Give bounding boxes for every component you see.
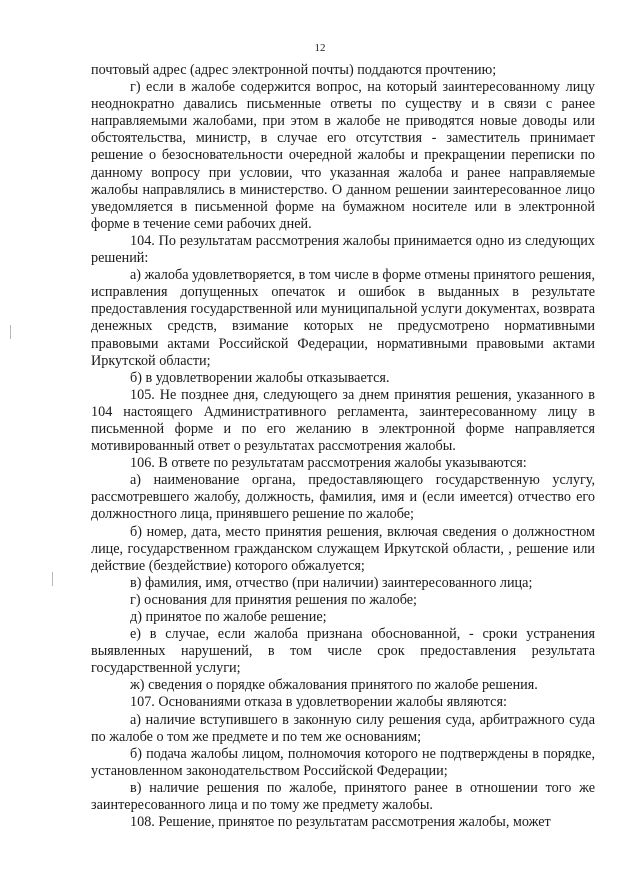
paragraph: а) наличие вступившего в законную силу решения суда, арбитражного суда по жалобе о том же предмете и по тем же основаниям;	[91, 711, 595, 745]
paragraph: б) номер, дата, место принятия решения, включая сведения о должностном лице, государственном гражданском служащем Иркутской области, , решение или действие (бездействие) которого обжалуется;	[91, 523, 595, 574]
paragraph: почтовый адрес (адрес электронной почты) поддаются прочтению;	[91, 62, 497, 78]
document-body	[91, 62, 595, 831]
paragraph: 106. В ответе по результатам рассмотрения жалобы указываются:	[130, 455, 527, 472]
margin-mark	[52, 572, 53, 586]
paragraph: 107. Основаниями отказа в удовлетворении жалобы являются:	[130, 694, 507, 711]
paragraph: г) если в жалобе содержится вопрос, на который заинтересованному лицу неоднократно давались письменные ответы по существу и в связи с ранее направляемыми жалобами, при этом в жалобе не приводятся новые доводы или обстоятельства, министр, в случае его отсутствия - заместитель принимает решение о безосновательности очередной жалобы и прекращении переписки по данному вопросу при условии, что указанная жалоба и ранее направляемые жалобы направлялись в министерство. О данном решении заинтересованное лицо уведомляется в письменной форме на бумажном носителе или в электронной форме в течение семи рабочих дней.	[91, 79, 595, 232]
page-number: 12	[314, 42, 326, 54]
paragraph: 108. Решение, принятое по результатам рассмотрения жалобы, может	[130, 814, 551, 831]
paragraph: ж) сведения о порядке обжалования принятого по жалобе решения.	[130, 677, 538, 694]
paragraph: в) наличие решения по жалобе, принятого ранее в отношении того же заинтересованного лица и по тому же предмету жалобы.	[91, 779, 595, 814]
paragraph: г) основания для принятия решения по жалобе;	[130, 591, 417, 608]
paragraph: в) фамилия, имя, отчество (при наличии) заинтересованного лица;	[130, 574, 533, 591]
paragraph: д) принятое по жалобе решение;	[130, 609, 327, 625]
paragraph: б) в удовлетворении жалобы отказывается.	[130, 369, 390, 386]
paragraph: б) подача жалобы лицом, полномочия которого не подтверждены в порядке, установленном законодательством Российской Федерации;	[91, 745, 595, 779]
paragraph: е) в случае, если жалоба признана обоснованной, - сроки устранения выявленных нарушений, в том числе срок предоставления результата государственной услуги;	[91, 626, 595, 677]
paragraph: 105. Не позднее дня, следующего за днем принятия решения, указанного в 104 настоящего Административного регламента, заинтересованному лицу в письменной форме и по его желанию в электронной форме направляется мотивированный ответ о результатах рассмотрения жалобы.	[91, 386, 595, 455]
paragraph: 104. По результатам рассмотрения жалобы принимается одно из следующих решений:	[91, 232, 595, 267]
margin-mark	[10, 325, 11, 339]
paragraph: а) наименование органа, предоставляющего государственную услугу, рассмотревшего жалобу, должность, фамилия, имя и (если имеется) отчество его должностного лица, принявшего решение по жалобе;	[91, 472, 595, 523]
paragraph: а) жалоба удовлетворяется, в том числе в форме отмены принятого решения, исправления допущенных опечаток и ошибок в выданных в результате предоставления государственной или муниципальной услуги документах, возврата денежных средств, взимание которых не предусмотрено нормативными правовыми актами Российской Федерации, нормативными правовыми актами Иркутской области;	[91, 267, 595, 369]
